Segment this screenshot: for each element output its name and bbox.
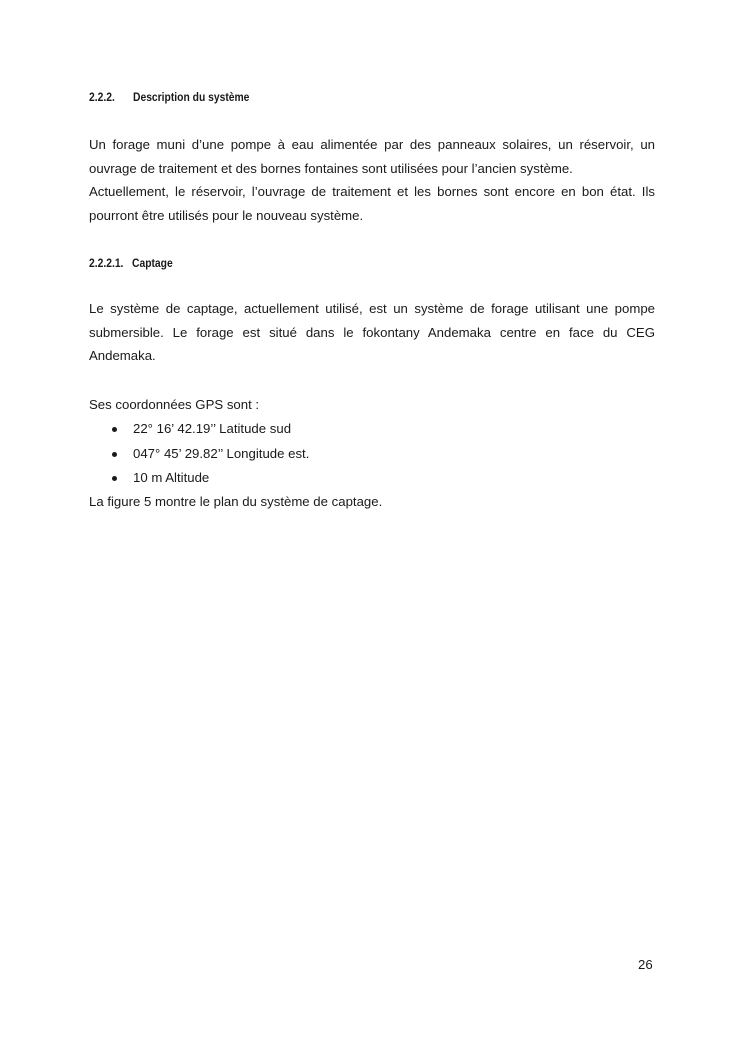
subsection-title: Captage [132,256,173,270]
bullet-icon [112,452,117,457]
paragraph-line: pourront être utilisés pour le nouveau système. [89,207,364,223]
paragraph-line: ouvrage de traitement et des bornes fontaines sont utilisées pour l’ancien système. [89,160,573,176]
bullet-icon [112,476,117,481]
gps-latitude: 22° 16’ 42.19’’ Latitude sud [133,421,292,436]
subsection-number: 2.2.2.1. [89,256,124,270]
bullet-icon [112,427,117,432]
figure-note [89,490,655,514]
gps-intro [89,393,655,417]
paragraph-line: Actuellement, le réservoir, l’ouvrage de traitement et les bornes sont encore en bon état. Ils [89,184,655,199]
section-number: 2.2.2. [89,90,115,104]
gps-intro-text: Ses coordonnées GPS sont : [89,397,260,412]
paragraph-line: Le système de captage, actuellement utilisé, est un système de forage utilisant une pompe [89,301,655,316]
gps-altitude: 10 m Altitude [133,470,210,485]
page-number: 26 [638,957,653,972]
list-item [89,417,309,442]
figure-note-text: La figure 5 montre le plan du système de captage. [89,494,383,509]
paragraph-line: Un forage muni d’une pompe à eau alimentée par des panneaux solaires, un réservoir, un [89,137,655,152]
paragraph-line: Andemaka. [89,348,156,363]
list-item [89,466,309,491]
paragraph-line: submersible. Le forage est situé dans le fokontany Andemaka centre en face du CEG [89,324,655,340]
gps-coordinates-list [89,417,309,491]
subsection-paragraph [89,297,655,368]
gps-longitude: 047° 45’ 29.82’’ Longitude est. [133,445,310,461]
section-title: Description du système [133,90,250,104]
list-item [89,442,309,467]
section-paragraph [89,133,655,227]
